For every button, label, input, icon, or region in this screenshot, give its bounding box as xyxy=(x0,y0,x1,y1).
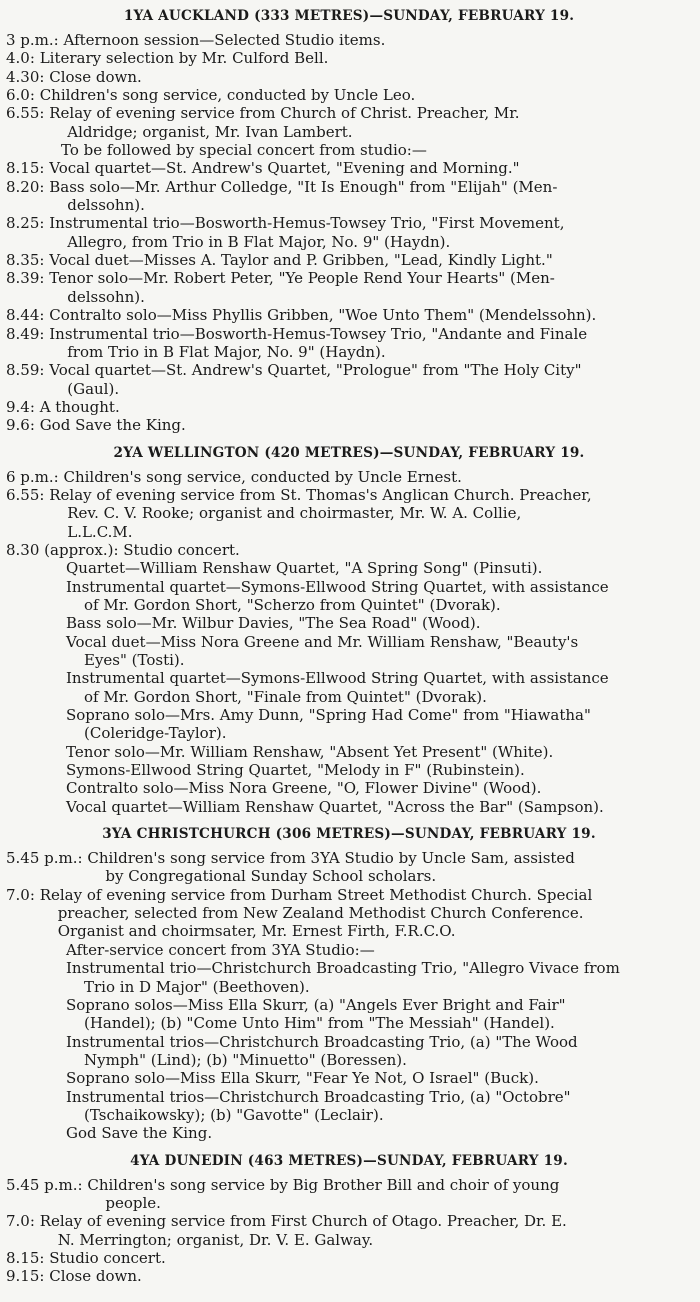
program-line: Literary selection by Mr. Culford Bell. xyxy=(39,49,329,68)
program-sub-line: of Mr. Gordon Short, "Scherzo from Quintet" (Dvorak). xyxy=(84,595,501,614)
program-sub-item xyxy=(6,614,692,632)
program-text xyxy=(49,104,692,141)
program-entry xyxy=(6,886,692,941)
program-line: people. xyxy=(105,1193,161,1212)
program-entry xyxy=(6,178,692,215)
program-line: delssohn). xyxy=(67,196,145,215)
program-sub-line: Eyes" (Tosti). xyxy=(84,651,185,669)
program-line: Instrumental trio—Bosworth-Hemus-Towsey Trio, "First Movement, xyxy=(49,214,565,233)
program-text xyxy=(40,86,692,104)
program-sub-line: Bass solo—Mr. Wilbur Davies, "The Sea Road" (Wood). xyxy=(66,614,481,633)
program-sub-line: (Coleridge-Taylor). xyxy=(84,724,227,743)
program-sub-line: (Tschaikowsky); (b) "Gavotte" (Leclair). xyxy=(84,1105,384,1124)
program-sub-item xyxy=(6,559,692,577)
program-line: Contralto solo—Miss Phyllis Gribben, "Woe Unto Them" (Mendelssohn). xyxy=(49,306,597,325)
program-line: from Trio in B Flat Major, No. 9" (Haydn). xyxy=(67,342,386,361)
program-line: Allegro, from Trio in B Flat Major, No. 9" (Haydn). xyxy=(67,232,451,251)
program-time: 8.59: xyxy=(6,361,50,380)
program-sub-line: Tenor solo—Mr. William Renshaw, "Absent Yet Present" (White). xyxy=(66,742,554,761)
program-sub-item xyxy=(6,578,692,615)
program-sub-line: After-service concert from 3YA Studio:— xyxy=(66,940,375,959)
program-entry xyxy=(6,159,692,177)
program-line: Vocal duet—Misses A. Taylor and P. Gribben, "Lead, Kindly Light." xyxy=(49,251,553,270)
program-line: Children's song service, conducted by Uncle Ernest. xyxy=(63,467,462,486)
program-sub-line: Contralto solo—Miss Nora Greene, "O, Flower Divine" (Wood). xyxy=(66,779,542,798)
program-text xyxy=(49,306,692,324)
program-sub-line: Nymph" (Lind); (b) "Minuetto" (Boressen). xyxy=(84,1050,407,1069)
program-text xyxy=(49,361,692,398)
program-line: Bass solo—Mr. Arthur Colledge, "It Is Enough" from "Elijah" (Men- xyxy=(49,177,558,196)
program-text xyxy=(49,1249,692,1267)
program-entry xyxy=(6,361,692,398)
program-time: 7.0: xyxy=(6,885,40,904)
program-text xyxy=(40,398,692,416)
program-time: 7.0: xyxy=(6,1212,40,1231)
program-text xyxy=(49,251,692,269)
program-text xyxy=(64,468,693,486)
program-sub-item xyxy=(6,633,692,670)
program-sub-item xyxy=(6,996,692,1033)
program-line: Relay of evening service from Church of Christ. Preacher, Mr. xyxy=(49,104,520,123)
program-line: L.L.C.M. xyxy=(67,522,133,541)
program-time: 9.4: xyxy=(6,397,40,416)
program-line: Relay of evening service from First Church of Otago. Preacher, Dr. E. xyxy=(39,1212,567,1231)
program-sub-line: of Mr. Gordon Short, "Finale from Quintet" (Dvorak). xyxy=(84,687,487,706)
program-sub-item xyxy=(6,941,692,959)
station-heading: 1YA AUCKLAND (333 METRES)—SUNDAY, FEBRUARY 19. xyxy=(123,8,575,24)
program-entry xyxy=(6,68,692,86)
program-line: Close down. xyxy=(49,1267,142,1286)
program-time: 3 p.m.: xyxy=(6,31,64,49)
program-line: preacher, selected from New Zealand Methodist Church Conference. xyxy=(57,904,584,923)
program-time: 6.55: xyxy=(6,104,50,123)
program-time: 6.55: xyxy=(6,485,50,504)
program-sub-line: Instrumental trio—Christchurch Broadcasting Trio, "Allegro Vivace from xyxy=(66,959,620,978)
program-time: 6.0: xyxy=(6,86,40,105)
program-sub-item xyxy=(6,1124,692,1142)
program-entry xyxy=(6,1176,692,1213)
program-entry xyxy=(6,486,692,541)
station-heading: 4YA DUNEDIN (463 METRES)—SUNDAY, FEBRUARY 19. xyxy=(130,1152,568,1169)
program-time: 8.35: xyxy=(6,251,50,270)
program-sub-line: Quartet—William Renshaw Quartet, "A Spring Song" (Pinsuti). xyxy=(66,559,543,578)
program-line: Relay of evening service from Durham Street Methodist Church. Special xyxy=(39,885,593,904)
program-sub-item xyxy=(6,743,692,761)
program-time: 5.45 p.m.: xyxy=(6,849,88,868)
program-time: 8.25: xyxy=(6,214,50,233)
program-sub-line: Trio in D Major" (Beethoven). xyxy=(84,977,310,996)
program-sub-item xyxy=(6,779,692,797)
program-sub-line: God Save the King. xyxy=(66,1124,213,1143)
program-line: God Save the King. xyxy=(39,416,186,435)
program-time: 8.39: xyxy=(6,269,50,288)
program-line: Vocal quartet—St. Andrew's Quartet, "Evening and Morning." xyxy=(49,159,520,178)
program-time: 8.44: xyxy=(6,306,50,325)
program-entry xyxy=(6,398,692,416)
station-heading: 2YA WELLINGTON (420 METRES)—SUNDAY, FEBRUARY 19. xyxy=(113,444,585,461)
program-entry xyxy=(6,104,692,141)
program-line: N. Merrington; organist, Dr. V. E. Galway. xyxy=(57,1230,374,1249)
program-note: To be followed by special concert from studio:— xyxy=(61,141,427,160)
program-line: Studio concert. xyxy=(49,1248,166,1267)
program-time: 5.45 p.m.: xyxy=(6,1175,88,1194)
program-text xyxy=(49,486,692,541)
program-entry xyxy=(6,306,692,324)
program-line: by Congregational Sunday School scholars. xyxy=(105,867,437,886)
program-sub-line: Soprano solos—Miss Ella Skurr, (a) "Angels Ever Bright and Fair" xyxy=(66,995,566,1014)
program-line: Rev. C. V. Rooke; organist and choirmaster, Mr. W. A. Collie, xyxy=(67,504,522,523)
program-time: 6 p.m.: xyxy=(6,467,64,486)
program-sub-item xyxy=(6,1069,692,1087)
program-sub-item xyxy=(6,706,692,743)
program-sub-line: Symons-Ellwood String Quartet, "Melody in F" (Rubinstein). xyxy=(66,761,525,780)
program-line: delssohn). xyxy=(67,287,145,306)
program-entry xyxy=(6,1267,692,1285)
program-line: Relay of evening service from St. Thomas's Anglican Church. Preacher, xyxy=(49,485,592,504)
program-time: 8.15: xyxy=(6,159,50,178)
station-heading: 3YA CHRISTCHURCH (306 METRES)—SUNDAY, FEBRUARY 19. xyxy=(102,826,596,843)
program-sub-item xyxy=(6,669,692,706)
program-line: A thought. xyxy=(39,397,120,416)
program-entry xyxy=(6,1249,692,1267)
program-entry xyxy=(6,541,692,559)
program-text xyxy=(49,159,692,177)
program-line: Vocal quartet—St. Andrew's Quartet, "Prologue" from "The Holy City" xyxy=(49,361,582,380)
program-sub-item xyxy=(6,761,692,779)
program-line: Close down. xyxy=(49,67,142,86)
program-line: Children's song service by Big Brother Bill and choir of young xyxy=(87,1175,560,1194)
section-gap xyxy=(6,816,692,824)
program-entry xyxy=(6,849,692,886)
program-text xyxy=(49,68,692,86)
program-text xyxy=(40,886,692,941)
section-gap xyxy=(6,1143,692,1151)
program-sub-line: Vocal duet—Miss Nora Greene and Mr. William Renshaw, "Beauty's xyxy=(66,632,579,651)
program-entry xyxy=(6,325,692,362)
program-line: Aldridge; organist, Mr. Ivan Lambert. xyxy=(67,122,353,141)
program-entry xyxy=(6,1212,692,1249)
program-sub-item xyxy=(6,1088,692,1125)
program-time: 9.15: xyxy=(6,1267,50,1286)
program-sub-line: (Handel); (b) "Come Unto Him" from "The Messiah" (Handel). xyxy=(84,1014,555,1033)
program-sub-line: Instrumental trios—Christchurch Broadcasting Trio, (a) "The Wood xyxy=(66,1032,578,1051)
program-sub-item xyxy=(6,798,692,816)
program-time: 4.0: xyxy=(6,49,40,68)
program-text xyxy=(40,416,692,434)
program-time: 8.49: xyxy=(6,324,50,343)
program-sub-line: Soprano solo—Mrs. Amy Dunn, "Spring Had Come" from "Hiawatha" xyxy=(66,706,591,725)
program-sub-line: Instrumental trios—Christchurch Broadcasting Trio, (a) "Octobre" xyxy=(66,1087,571,1106)
program-sub-line: Instrumental quartet—Symons-Ellwood String Quartet, with assistance xyxy=(66,577,609,596)
program-entry xyxy=(6,251,692,269)
program-text xyxy=(40,49,692,67)
program-text xyxy=(87,1176,692,1213)
program-line: Children's song service, conducted by Uncle Leo. xyxy=(39,86,416,105)
program-sub-item xyxy=(6,1033,692,1070)
program-sub-line: Instrumental quartet—Symons-Ellwood String Quartet, with assistance xyxy=(66,669,609,688)
program-text xyxy=(49,178,692,215)
program-time: 4.30: xyxy=(6,67,50,86)
program-time: 8.20: xyxy=(6,177,50,196)
section-gap xyxy=(6,435,692,443)
program-sub-item xyxy=(6,959,692,996)
program-text xyxy=(49,214,692,251)
program-entry xyxy=(6,416,692,434)
program-line: Afternoon session—Selected Studio items. xyxy=(63,31,386,49)
program-line: (Gaul). xyxy=(67,379,120,398)
program-entry xyxy=(6,214,692,251)
program-line: Instrumental trio—Bosworth-Hemus-Towsey Trio, "Andante and Finale xyxy=(49,324,588,343)
program-entry xyxy=(6,269,692,306)
program-text xyxy=(49,269,692,306)
program-entry xyxy=(6,31,692,49)
program-text xyxy=(49,1267,692,1285)
program-line: Studio concert. xyxy=(123,540,240,559)
program-line: Children's song service from 3YA Studio by Uncle Sam, assisted xyxy=(87,849,575,868)
program-time: 8.30 (approx.): xyxy=(6,540,124,559)
program-time: 8.15: xyxy=(6,1248,50,1267)
program-entry xyxy=(6,49,692,67)
program-line: Organist and choirmsater, Mr. Ernest Firth, F.R.C.O. xyxy=(57,922,456,941)
program-entry xyxy=(6,468,692,486)
program-line: Tenor solo—Mr. Robert Peter, "Ye People Rend Your Hearts" (Men- xyxy=(49,269,555,288)
program-text xyxy=(49,325,692,362)
program-text xyxy=(64,31,693,49)
program-sub-line: Soprano solo—Miss Ella Skurr, "Fear Ye Not, O Israel" (Buck). xyxy=(66,1069,539,1088)
program-text xyxy=(123,541,692,559)
program-sub-line: Vocal quartet—William Renshaw Quartet, "Across the Bar" (Sampson). xyxy=(66,797,604,816)
program-text xyxy=(40,1212,692,1249)
program-time: 9.6: xyxy=(6,416,40,435)
program-text xyxy=(87,849,692,886)
program-entry xyxy=(6,86,692,104)
